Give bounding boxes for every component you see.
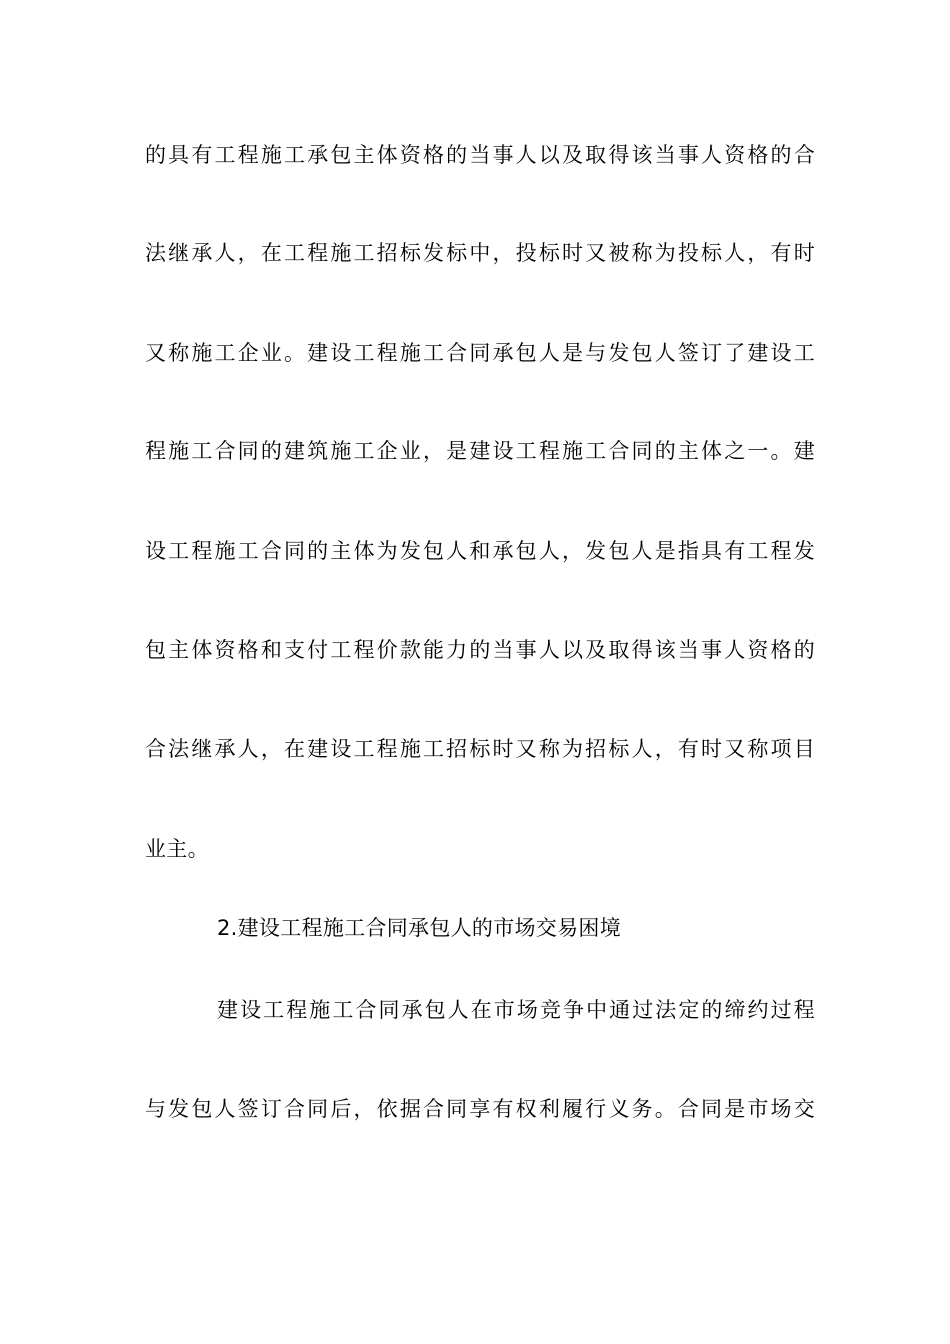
paragraph-line-last: 业主。 bbox=[145, 837, 209, 861]
paragraph-line: 与发包人签订合同后，依据合同享有权利履行义务。合同是市场交 bbox=[145, 1097, 815, 1121]
paragraph-line-indented: 建设工程施工合同承包人在市场竞争中通过法定的缔约过程 bbox=[217, 998, 815, 1022]
paragraph-line: 设工程施工合同的主体为发包人和承包人，发包人是指具有工程发 bbox=[145, 539, 815, 563]
paragraph-line: 的具有工程施工承包主体资格的当事人以及取得该当事人资格的合 bbox=[145, 143, 815, 167]
paragraph-line: 合法继承人，在建设工程施工招标时又称为招标人，有时又称项目 bbox=[145, 737, 815, 761]
paragraph-line: 法继承人，在工程施工招标发标中，投标时又被称为投标人，有时 bbox=[145, 241, 815, 265]
section-heading: 2.建设工程施工合同承包人的市场交易困境 bbox=[217, 916, 622, 940]
paragraph-line: 程施工合同的建筑施工企业，是建设工程施工合同的主体之一。建 bbox=[145, 439, 815, 463]
paragraph-line: 又称施工企业。建设工程施工合同承包人是与发包人签订了建设工 bbox=[145, 341, 815, 365]
paragraph-line: 包主体资格和支付工程价款能力的当事人以及取得该当事人资格的 bbox=[145, 638, 815, 662]
